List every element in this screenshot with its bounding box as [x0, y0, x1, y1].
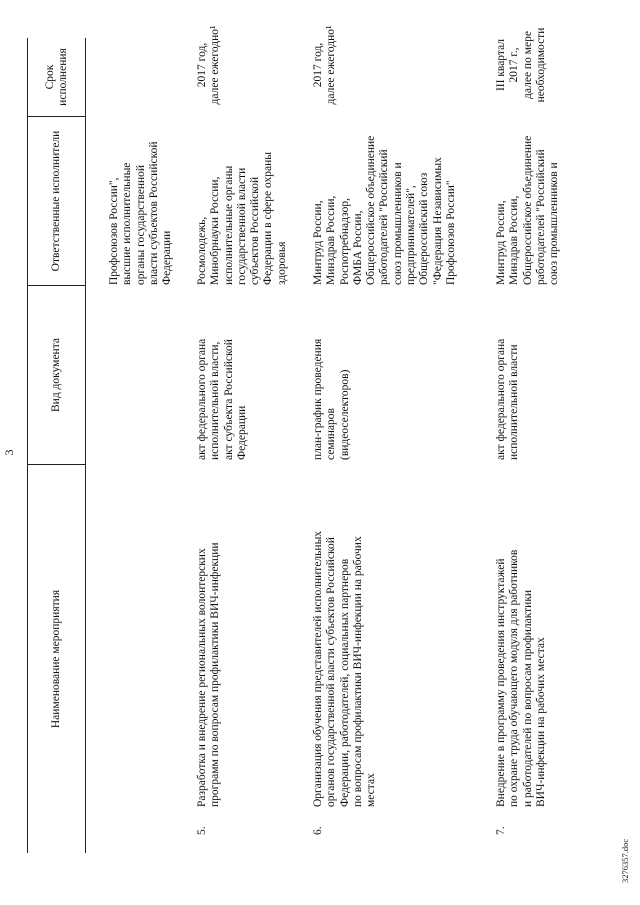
- row-5-name: Разработка и внедрение региональных волонтерских программ по вопросам профилактики ВИЧ-инфекции: [196, 542, 222, 807]
- row-7-term: III квартал 2017 г., далее по мере необходимости: [495, 27, 547, 103]
- header-divider: [28, 464, 85, 465]
- header-doc: Вид документа: [50, 338, 62, 412]
- header-divider: [28, 285, 85, 286]
- row-7-doc: акт федерального органа исполнительной власти: [495, 338, 521, 460]
- header-term: Срок исполнения: [43, 48, 69, 106]
- table-header: [27, 38, 86, 853]
- row-6-term: 2017 год, далее ежегодно¹: [312, 25, 338, 105]
- header-exec: Ответственные исполнители: [50, 130, 62, 272]
- row-7-num: 7.: [495, 826, 507, 835]
- row-7-name: Внедрение в программу проведения инструктажей по охране труда обучающего модуля для работников и работодателей по вопросам профилактики ВИЧ-инфекции на рабочих местах: [495, 549, 547, 807]
- row-6-num: 6.: [312, 826, 324, 835]
- row-5-exec: Росмолодежь, Минобрнауки России, исполнительные органы государственной власти субъектов Российской Федерации в сфере охраны здоровья: [196, 152, 288, 285]
- header-divider: [28, 116, 85, 117]
- file-code: 3276357.doc: [620, 838, 630, 883]
- header-name: Наименование мероприятия: [50, 589, 62, 729]
- page-number: 3: [2, 449, 16, 456]
- row-6-exec: Минтруд России, Минздрав России, Роспотребнадзор, ФМБА России, Общероссийское объединение работодателей "Российский союз промышленников и предпринимателей", Общероссийский союз "Федерация Независимых Профсоюзов России": [312, 135, 457, 285]
- row-5-doc: акт федерального органа исполнительной власти, акт субъекта Российской Федерации: [196, 338, 248, 460]
- row-6-name: Организация обучения представителей исполнительных органов государственной власти субъектов Российской Федерации, работодателей, социальных партнеров по вопросам профилактики ВИЧ-инфекции на рабочих местах: [312, 530, 378, 807]
- row-5-num: 5.: [196, 826, 208, 835]
- row-5-term: 2017 год, далее ежегодно¹: [196, 25, 222, 105]
- row-7-exec: Минтруд России, Минздрав России, Общероссийское объединение работодателей "Российский союз промышленников и: [495, 135, 561, 285]
- row-0-exec: Профсоюзов России", высшие исполнительные органы государственной власти субъектов Российской Федерации: [108, 141, 174, 285]
- row-6-doc: план-график проведения семинаров (видеоселекторов): [312, 338, 351, 460]
